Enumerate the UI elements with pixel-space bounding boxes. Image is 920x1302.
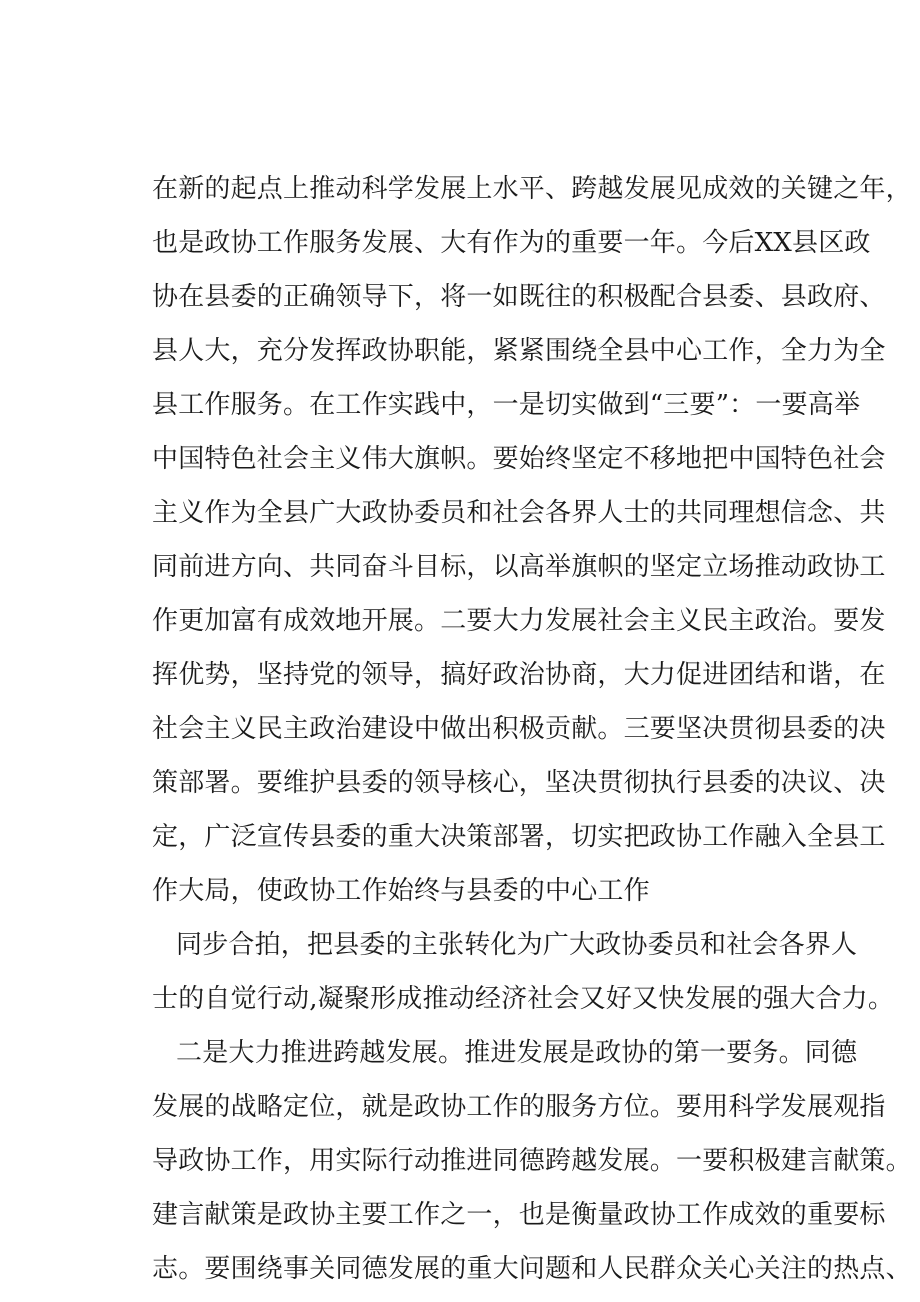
body-line: 在新的起点上推动科学发展上水平、跨越发展见成效的关键之年， (152, 174, 912, 204)
body-line: 社会主义民主政治建设中做出积极贡献。三要坚决贯彻县委的决 (152, 714, 886, 744)
body-line: 志。要围绕事关同德发展的重大问题和人民群众关心关注的热点、 (152, 1254, 912, 1284)
body-line: 定，广泛宣传县委的重大决策部署，切实把政协工作融入全县工 (152, 822, 886, 852)
body-line: 导政协工作，用实际行动推进同德跨越发展。一要积极建言献策。 (152, 1146, 912, 1176)
body-line: 士的自觉行动,凝聚形成推动经济社会又好又快发展的强大合力。 (152, 984, 895, 1014)
body-line: 发展的战略定位，就是政协工作的服务方位。要用科学发展观指 (152, 1092, 886, 1122)
body-line: 挥优势，坚持党的领导，搞好政治协商，大力促进团结和谐，在 (152, 660, 886, 690)
body-line: 也是政协工作服务发展、大有作为的重要一年。今后XX县区政 (152, 228, 871, 258)
body-line: 县工作服务。在工作实践中，一是切实做到“三要”：一要高举 (152, 390, 861, 420)
body-line: 建言献策是政协主要工作之一，也是衡量政协工作成效的重要标 (152, 1200, 886, 1230)
body-line: 同前进方向、共同奋斗目标，以高举旗帜的坚定立场推动政协工 (152, 552, 886, 582)
body-line: 策部署。要维护县委的领导核心，坚决贯彻执行县委的决议、决 (152, 768, 886, 798)
body-line: 作大局，使政协工作始终与县委的中心工作 (152, 876, 650, 906)
body-line: 主义作为全县广大政协委员和社会各界人士的共同理想信念、共 (152, 498, 886, 528)
paragraph-first-line: 二是大力推进跨越发展。推进发展是政协的第一要务。同德 (176, 1038, 858, 1068)
body-line: 协在县委的正确领导下，将一如既往的积极配合县委、县政府、 (152, 282, 886, 312)
paragraph-first-line: 同步合拍，把县委的主张转化为广大政协委员和社会各界人 (176, 930, 858, 960)
body-line: 中国特色社会主义伟大旗帜。要始终坚定不移地把中国特色社会 (152, 444, 886, 474)
body-line: 县人大，充分发挥政协职能，紧紧围绕全县中心工作，全力为全 (152, 336, 886, 366)
body-line: 作更加富有成效地开展。二要大力发展社会主义民主政治。要发 (152, 606, 886, 636)
